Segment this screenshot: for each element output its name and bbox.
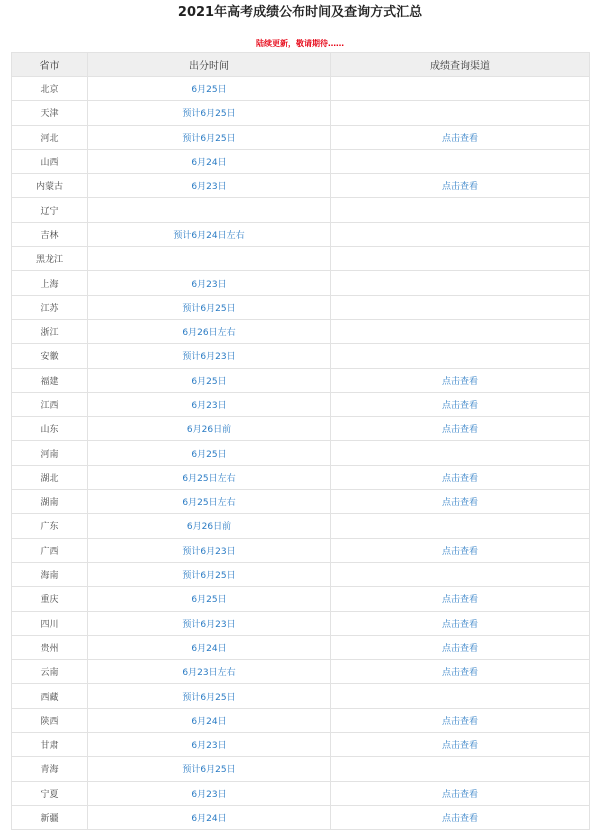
query-channel-cell xyxy=(331,368,590,392)
release-time-cell: 6月25日 xyxy=(88,77,331,101)
query-channel-cell xyxy=(331,465,590,489)
query-channel-cell xyxy=(331,271,590,295)
header-release-time: 出分时间 xyxy=(88,53,331,77)
table-row xyxy=(12,222,590,246)
release-time-cell: 6月26日前 xyxy=(88,514,331,538)
update-notice: 陆续更新，敬请期待…… xyxy=(256,39,344,48)
query-channel-cell xyxy=(331,101,590,125)
query-channel-cell xyxy=(331,733,590,757)
query-channel-cell xyxy=(331,441,590,465)
province-cell: 上海 xyxy=(12,271,88,295)
query-channel-cell xyxy=(331,538,590,562)
header-province: 省市 xyxy=(12,53,88,77)
province-cell: 江西 xyxy=(12,392,88,416)
province-cell: 内蒙古 xyxy=(12,174,88,198)
province-cell: 广东 xyxy=(12,514,88,538)
view-link[interactable]: 点击查看 xyxy=(441,814,478,825)
view-link[interactable]: 点击查看 xyxy=(441,473,478,484)
release-time-cell: 6月24日 xyxy=(88,708,331,732)
table-row xyxy=(12,587,590,611)
view-link[interactable]: 点击查看 xyxy=(441,401,478,411)
query-channel-cell xyxy=(331,198,590,222)
release-time-cell: 预计6月25日 xyxy=(88,684,331,708)
query-channel-cell xyxy=(331,344,590,368)
table-row xyxy=(12,635,590,659)
view-link[interactable]: 点击查看 xyxy=(441,595,478,606)
release-time-cell: 预计6月23日 xyxy=(88,611,331,635)
province-cell: 陕西 xyxy=(12,708,88,732)
release-time-cell: 预计6月25日 xyxy=(88,125,331,149)
release-time-cell: 预计6月25日 xyxy=(88,562,331,586)
view-link[interactable]: 点击查看 xyxy=(441,182,478,193)
table-row xyxy=(12,149,590,173)
province-cell: 河南 xyxy=(12,441,88,465)
query-channel-cell xyxy=(331,708,590,732)
query-channel-cell xyxy=(331,319,590,343)
release-time-cell: 6月23日左右 xyxy=(88,660,331,684)
release-time-cell: 6月24日 xyxy=(88,635,331,659)
release-time-cell: 6月25日 xyxy=(88,368,331,392)
table-row xyxy=(12,757,590,781)
release-time-cell: 预计6月25日 xyxy=(88,101,331,125)
query-channel-cell xyxy=(331,174,590,198)
query-channel-cell xyxy=(331,417,590,441)
table-row xyxy=(12,319,590,343)
query-channel-cell xyxy=(331,149,590,173)
query-channel-cell xyxy=(331,77,590,101)
release-time-cell: 预计6月23日 xyxy=(88,344,331,368)
release-time-cell: 6月26日左右 xyxy=(88,319,331,343)
query-channel-cell xyxy=(331,660,590,684)
score-release-table xyxy=(11,52,590,830)
view-link[interactable]: 点击查看 xyxy=(441,133,478,144)
release-time-cell: 6月23日 xyxy=(88,733,331,757)
table-row xyxy=(12,247,590,271)
province-cell: 北京 xyxy=(12,77,88,101)
query-channel-cell xyxy=(331,295,590,319)
release-time-cell: 6月23日 xyxy=(88,392,331,416)
view-link[interactable]: 点击查看 xyxy=(441,425,478,436)
table-row xyxy=(12,781,590,805)
view-link[interactable]: 点击查看 xyxy=(441,643,478,654)
province-cell: 安徽 xyxy=(12,344,88,368)
view-link[interactable]: 点击查看 xyxy=(441,376,478,387)
province-cell: 四川 xyxy=(12,611,88,635)
table-row xyxy=(12,392,590,416)
province-cell: 天津 xyxy=(12,101,88,125)
query-channel-cell xyxy=(331,222,590,246)
table-row xyxy=(12,271,590,295)
view-link[interactable]: 点击查看 xyxy=(441,498,478,509)
release-time-cell: 6月25日 xyxy=(88,587,331,611)
query-channel-cell xyxy=(331,587,590,611)
province-cell: 江苏 xyxy=(12,295,88,319)
release-time-cell: 6月24日 xyxy=(88,149,331,173)
province-cell: 青海 xyxy=(12,757,88,781)
release-time-cell: 预计6月24日左右 xyxy=(88,222,331,246)
query-channel-cell xyxy=(331,392,590,416)
table-row xyxy=(12,708,590,732)
table-row xyxy=(12,490,590,514)
release-time-cell: 6月25日左右 xyxy=(88,490,331,514)
view-link[interactable]: 点击查看 xyxy=(441,619,478,630)
table-row xyxy=(12,344,590,368)
release-time-cell: 6月23日 xyxy=(88,271,331,295)
table-row xyxy=(12,465,590,489)
release-time-cell: 6月24日 xyxy=(88,805,331,829)
header-query-channel: 成绩查询渠道 xyxy=(331,53,590,77)
table-row xyxy=(12,538,590,562)
query-channel-cell xyxy=(331,514,590,538)
province-cell: 广西 xyxy=(12,538,88,562)
table-row xyxy=(12,733,590,757)
table-row xyxy=(12,805,590,829)
province-cell: 海南 xyxy=(12,562,88,586)
table-row xyxy=(12,611,590,635)
view-link[interactable]: 点击查看 xyxy=(441,668,478,679)
province-cell: 云南 xyxy=(12,660,88,684)
query-channel-cell xyxy=(331,635,590,659)
release-time-cell: 预计6月25日 xyxy=(88,757,331,781)
province-cell: 辽宁 xyxy=(12,198,88,222)
table-row xyxy=(12,684,590,708)
table-row xyxy=(12,101,590,125)
release-time-cell: 6月23日 xyxy=(88,781,331,805)
table-row xyxy=(12,660,590,684)
query-channel-cell xyxy=(331,125,590,149)
query-channel-cell xyxy=(331,781,590,805)
query-channel-cell xyxy=(331,757,590,781)
release-time-cell xyxy=(88,198,331,222)
province-cell: 重庆 xyxy=(12,587,88,611)
release-time-cell: 预计6月23日 xyxy=(88,538,331,562)
view-link[interactable]: 点击查看 xyxy=(441,789,478,800)
query-channel-cell xyxy=(331,611,590,635)
province-cell: 新疆 xyxy=(12,805,88,829)
table-row xyxy=(12,125,590,149)
release-time-cell xyxy=(88,247,331,271)
query-channel-cell xyxy=(331,247,590,271)
table-body xyxy=(12,77,590,830)
table-row xyxy=(12,368,590,392)
release-time-cell: 6月25日 xyxy=(88,441,331,465)
table-row xyxy=(12,198,590,222)
view-link[interactable]: 点击查看 xyxy=(441,716,478,727)
province-cell: 西藏 xyxy=(12,684,88,708)
release-time-cell: 6月23日 xyxy=(88,174,331,198)
province-cell: 吉林 xyxy=(12,222,88,246)
table-row xyxy=(12,441,590,465)
release-time-cell: 6月25日左右 xyxy=(88,465,331,489)
province-cell: 贵州 xyxy=(12,635,88,659)
table-row xyxy=(12,514,590,538)
page-title: 2021年高考成绩公布时间及查询方式汇总 xyxy=(177,5,423,20)
province-cell: 甘肃 xyxy=(12,733,88,757)
province-cell: 浙江 xyxy=(12,319,88,343)
table-row xyxy=(12,77,590,101)
release-time-cell: 6月26日前 xyxy=(88,417,331,441)
table-row xyxy=(12,562,590,586)
query-channel-cell xyxy=(331,490,590,514)
province-cell: 宁夏 xyxy=(12,781,88,805)
release-time-cell: 预计6月25日 xyxy=(88,295,331,319)
province-cell: 湖北 xyxy=(12,465,88,489)
table-row xyxy=(12,174,590,198)
query-channel-cell xyxy=(331,562,590,586)
province-cell: 山西 xyxy=(12,149,88,173)
query-channel-cell xyxy=(331,805,590,829)
province-cell: 福建 xyxy=(12,368,88,392)
table-row xyxy=(12,417,590,441)
table-header-row xyxy=(12,53,590,77)
table-row xyxy=(12,295,590,319)
query-channel-cell xyxy=(331,684,590,708)
province-cell: 湖南 xyxy=(12,490,88,514)
province-cell: 河北 xyxy=(12,125,88,149)
view-link[interactable]: 点击查看 xyxy=(441,546,478,557)
province-cell: 山东 xyxy=(12,417,88,441)
view-link[interactable]: 点击查看 xyxy=(441,741,478,752)
province-cell: 黑龙江 xyxy=(12,247,88,271)
